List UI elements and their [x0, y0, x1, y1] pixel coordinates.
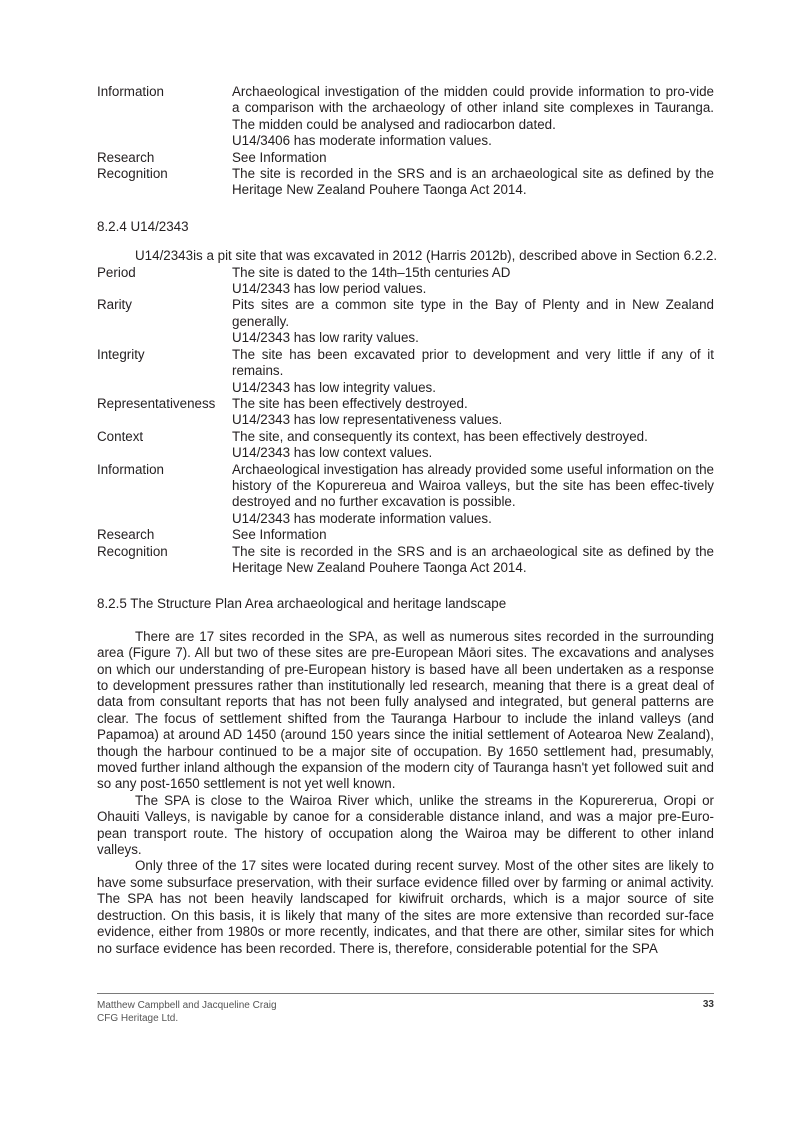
assessment-row — [97, 429, 714, 462]
assessment-label: Research — [97, 149, 155, 165]
assessment-value — [232, 297, 714, 346]
assessment-value — [232, 166, 714, 199]
assessment-row — [97, 166, 714, 199]
assessment-line: Archaeological investigation has already provided some useful information on the history of the Kopurereua and Wairoa valleys, but the site has been effec-tively destroyed and no further excavation is possible. — [232, 461, 714, 510]
paragraph: Only three of the 17 sites were located during recent survey. Most of the other sites are likely to have some subsurface preservation, with their surface evidence filled over by farming or animal activity. The SPA has not been heavily landscaped for kiwifruit orchards, which is a major source of site destruction. On this basis, it is likely that many of the sites are more extensive than recorded sur-face evidence, either from 1980s or more recently, indicates, and that there are other, similar sites for which no surface evidence has been recorded. There is, therefore, considerable potential for the SPA — [97, 858, 714, 956]
assessment-row — [97, 347, 714, 396]
page-number: 33 — [702, 999, 714, 1010]
assessment-label: Rarity — [97, 297, 132, 313]
assessment-value — [232, 527, 714, 543]
assessment-line: The site has been effectively destroyed. — [232, 395, 468, 411]
assessment-line: U14/2343 has low context values. — [232, 445, 433, 461]
assessment-line: U14/2343 has low integrity values. — [232, 379, 436, 395]
assessment-line: U14/2343 has low representativeness values. — [232, 412, 503, 428]
assessment-label: Information — [97, 461, 164, 477]
assessment-value — [232, 265, 714, 298]
assessment-line: The site, and consequently its context, has been effectively destroyed. — [232, 428, 648, 444]
footer-rule — [97, 993, 714, 994]
assessment-line: The site is dated to the 14th–15th centuries AD — [232, 264, 511, 280]
assessment-value — [232, 347, 714, 396]
assessment-row — [97, 396, 714, 429]
assessment-line: U14/2343 has moderate information values. — [232, 510, 492, 526]
assessment-row — [97, 150, 714, 166]
assessment-row — [97, 462, 714, 528]
paragraph: There are 17 sites recorded in the SPA, as well as numerous sites recorded in the surrounding area (Figure 7). All but two of these sites are pre-European Māori sites. The excavations and analyses on which our understanding of pre-European history is based have all been undertaken as a response to development pressures rather than institutionally led research, meaning that there is a great deal of data from consultant reports that has not been fully analysed and integrated, but general patterns are clear. The focus of settlement shifted from the Tauranga Harbour to include the inland valleys (and Papamoa) at around AD 1450 (around 150 years since the initial settlement of Aotearoa New Zealand), though the harbour continued to be a major site of occupation. By 1650 settlement had, presumably, moved further inland although the expansion of the modern city of Tauranga hasn't yet followed suit and so any post-1650 settlement is not yet well known. — [97, 628, 714, 792]
assessment-block-u14-3406 — [97, 84, 714, 199]
assessment-label: Integrity — [97, 346, 145, 362]
paragraph: The SPA is close to the Wairoa River which, unlike the streams in the Kopurererua, Oropi or Ohauiti Valleys, is navigable by canoe for a considerable distance inland, and was a major pre-Euro-pean transport route. The history of occupation along the Wairoa may be different to other inland valleys. — [97, 792, 714, 858]
assessment-row — [97, 84, 714, 150]
assessment-line: See Information — [232, 149, 327, 165]
assessment-value — [232, 84, 714, 150]
assessment-value — [232, 462, 714, 528]
assessment-row — [97, 265, 714, 298]
assessment-row — [97, 544, 714, 577]
assessment-label: Context — [97, 428, 144, 444]
assessment-line: See Information — [232, 527, 327, 543]
assessment-label: Research — [97, 527, 155, 543]
assessment-value — [232, 396, 714, 429]
assessment-line: The site has been excavated prior to development and very little if any of it remains. — [232, 346, 714, 379]
assessment-block-u14-2343 — [97, 265, 714, 577]
section-heading-8-2-5: 8.2.5 The Structure Plan Area archaeological and heritage landscape — [97, 596, 507, 612]
assessment-label: Information — [97, 84, 164, 99]
assessment-line: U14/2343 has low rarity values. — [232, 330, 419, 346]
assessment-line: Archaeological investigation of the midden could provide information to pro-vide a comparison with the archaeology of other inland site complexes in Tauranga. The midden could be analysed and radiocarbon dated. — [232, 84, 714, 132]
assessment-label: Recognition — [97, 166, 168, 182]
section-intro-8-2-4: U14/2343is a pit site that was excavated in 2012 (Harris 2012b), described above in Section 6.2.2. — [135, 248, 718, 264]
assessment-line: U14/2343 has low period values. — [232, 281, 427, 297]
assessment-label: Recognition — [97, 543, 168, 559]
assessment-value — [232, 150, 714, 166]
assessment-line: Pits sites are a common site type in the Bay of Plenty and in New Zealand generally. — [232, 297, 714, 329]
assessment-value — [232, 429, 714, 462]
footer-org: CFG Heritage Ltd. — [97, 1013, 179, 1024]
page-body — [97, 84, 718, 957]
footer-credits — [97, 999, 277, 1025]
assessment-line: U14/3406 has moderate information values. — [232, 133, 492, 149]
section-heading-8-2-4: 8.2.4 U14/2343 — [97, 218, 189, 234]
footer-authors: Matthew Campbell and Jacqueline Craig — [97, 1000, 277, 1011]
assessment-row — [97, 297, 714, 346]
assessment-label: Representativeness — [97, 395, 216, 411]
assessment-label: Period — [97, 264, 136, 280]
assessment-value — [232, 544, 714, 577]
assessment-line: The site is recorded in the SRS and is an archaeological site as defined by the Heritage New Zealand Pouhere Taonga Act 2014. — [232, 543, 714, 575]
section-body-8-2-5 — [97, 629, 714, 957]
assessment-line: The site is recorded in the SRS and is an archaeological site as defined by the Heritage New Zealand Pouhere Taonga Act 2014. — [232, 166, 714, 198]
assessment-row — [97, 527, 714, 543]
